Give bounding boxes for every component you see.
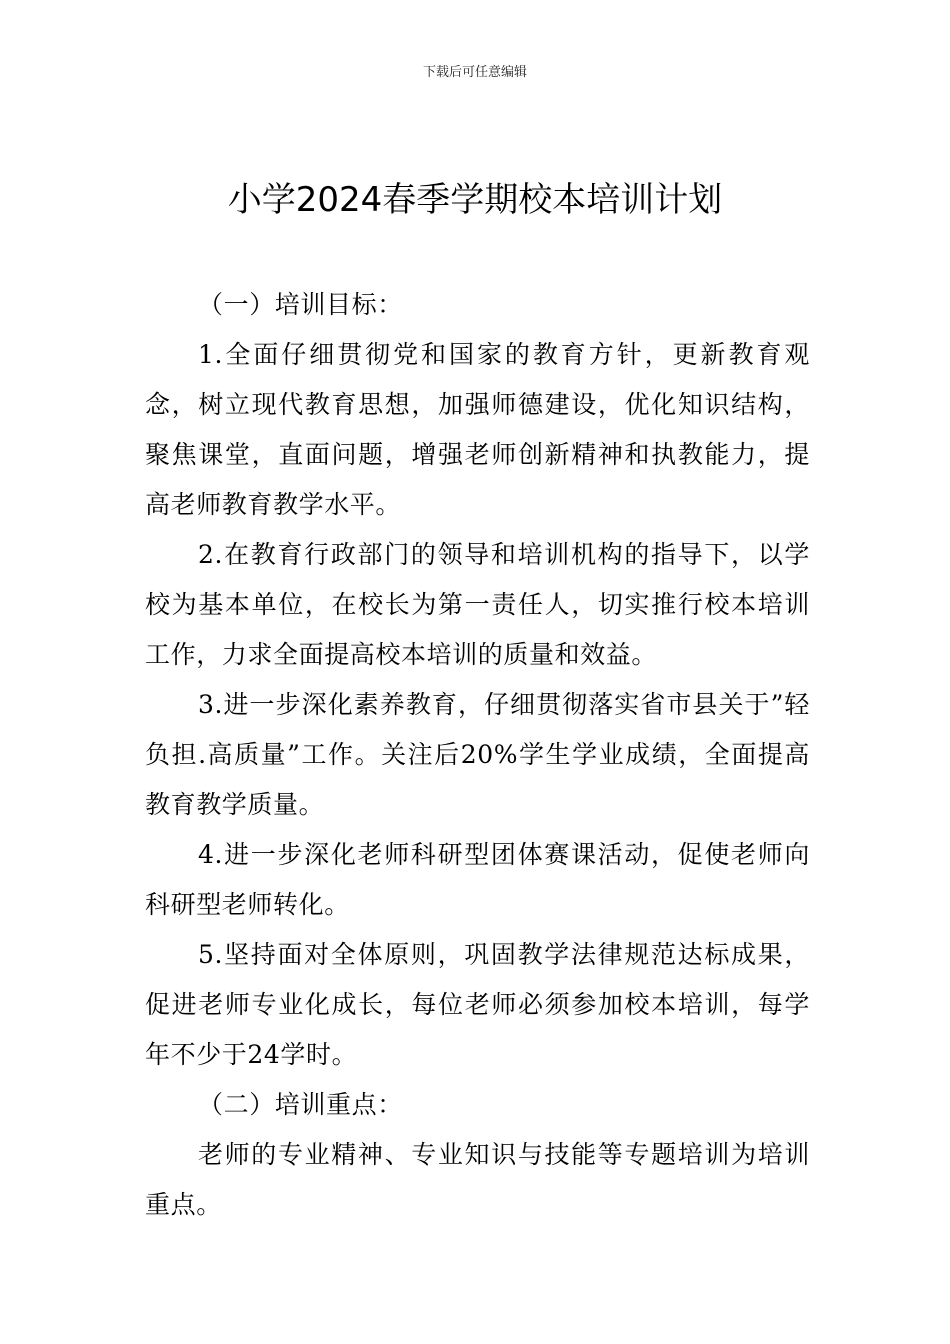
goal-item-1: 1.全面仔细贯彻党和国家的教育方针，更新教育观念，树立现代教育思想，加强师德建设，优化知识结构，聚焦课堂，直面问题，增强老师创新精神和执教能力，提高老师教育教学水平。 bbox=[145, 340, 810, 519]
section-heading-focus: （二）培训重点： bbox=[198, 1090, 403, 1119]
goal-item-5: 5.坚持面对全体原则，巩固教学法律规范达标成果，促进老师专业化成长，每位老师必须参加校本培训，每学年不少于24学时。 bbox=[145, 940, 810, 1069]
focus-paragraph: 老师的专业精神、专业知识与技能等专题培训为培训重点。 bbox=[145, 1140, 810, 1219]
goal-item-4: 4.进一步深化老师科研型团体赛课活动，促使老师向科研型老师转化。 bbox=[145, 840, 810, 919]
page-header-note: 下载后可任意编辑 bbox=[422, 65, 527, 80]
section-heading-goals: （一）培训目标： bbox=[198, 290, 403, 319]
goal-item-3: 3.进一步深化素养教育，仔细贯彻落实省市县关于”轻负担.高质量”工作。关注后20%学生学业成绩，全面提高教育教学质量。 bbox=[145, 690, 810, 819]
document-body bbox=[145, 280, 810, 1230]
document-title: 小学2024春季学期校本培训计划 bbox=[227, 180, 723, 220]
goal-item-2: 2.在教育行政部门的领导和培训机构的指导下，以学校为基本单位，在校长为第一责任人，切实推行校本培训工作，力求全面提高校本培训的质量和效益。 bbox=[145, 540, 810, 669]
